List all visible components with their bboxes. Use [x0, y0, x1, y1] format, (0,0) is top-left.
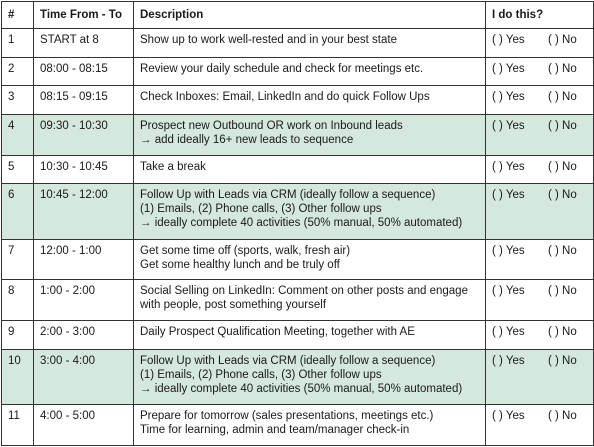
- no-option[interactable]: ( ) No: [548, 244, 577, 257]
- row-number: 9: [2, 321, 34, 350]
- row-description: [134, 321, 486, 350]
- description-line: Show up to work well-rested and in your best state: [140, 34, 397, 46]
- row-description: [134, 86, 486, 115]
- table-row: [2, 114, 594, 155]
- description-line: (1) Emails, (2) Phone calls, (3) Other follow ups: [140, 368, 382, 381]
- yes-option[interactable]: ( ) Yes: [492, 91, 525, 104]
- description-line: Prepare for tomorrow (sales presentations, meetings etc.): [140, 410, 434, 423]
- description-line: Social Selling on LinkedIn: Comment on other posts and engage: [140, 285, 468, 298]
- row-number: 2: [2, 57, 34, 86]
- row-description: [134, 405, 486, 446]
- row-time: 2:00 - 3:00: [34, 321, 134, 350]
- description-line: Follow Up with Leads via CRM (ideally follow a sequence): [140, 189, 436, 202]
- no-option[interactable]: ( ) No: [548, 62, 577, 75]
- row-time: 12:00 - 1:00: [34, 239, 134, 280]
- header-time: Time From - To: [34, 2, 134, 29]
- no-option[interactable]: ( ) No: [548, 410, 577, 423]
- yes-option[interactable]: ( ) Yes: [492, 160, 525, 173]
- table-header-row: [2, 2, 594, 29]
- row-number: 10: [2, 349, 34, 404]
- table-row: [2, 321, 594, 350]
- row-description: [134, 349, 486, 404]
- yes-option[interactable]: ( ) Yes: [492, 119, 525, 132]
- table-row: [2, 57, 594, 86]
- yes-option[interactable]: ( ) Yes: [492, 62, 525, 75]
- row-description: [134, 155, 486, 184]
- daily-schedule-table: [1, 1, 594, 446]
- row-choice: [486, 184, 594, 239]
- no-option[interactable]: ( ) No: [548, 160, 577, 173]
- description-line: Follow Up with Leads via CRM (ideally follow a sequence): [140, 354, 436, 367]
- row-choice: [486, 349, 594, 404]
- table-row: [2, 405, 594, 446]
- row-number: 7: [2, 239, 34, 280]
- row-time: 08:15 - 09:15: [34, 86, 134, 115]
- row-time: 08:00 - 08:15: [34, 57, 134, 86]
- no-option[interactable]: ( ) No: [548, 91, 577, 104]
- row-number: 1: [2, 29, 34, 58]
- header-description: Description: [134, 2, 486, 29]
- table-row: [2, 280, 594, 321]
- row-time: 4:00 - 5:00: [34, 405, 134, 446]
- row-choice: [486, 239, 594, 280]
- row-choice: [486, 405, 594, 446]
- no-option[interactable]: ( ) No: [548, 326, 577, 339]
- row-number: 6: [2, 184, 34, 239]
- row-description: [134, 57, 486, 86]
- no-option[interactable]: ( ) No: [548, 354, 577, 367]
- description-line: Time for learning, admin and team/manager check-in: [140, 424, 410, 437]
- yes-option[interactable]: ( ) Yes: [492, 410, 525, 423]
- row-description: [134, 114, 486, 155]
- row-description: [134, 184, 486, 239]
- yes-option[interactable]: ( ) Yes: [492, 326, 525, 339]
- description-line: with people, post something yourself: [140, 299, 327, 312]
- table-row: [2, 184, 594, 239]
- row-number: 5: [2, 155, 34, 184]
- description-line: Get some time off (sports, walk, fresh air): [140, 244, 351, 257]
- table-row: [2, 155, 594, 184]
- no-option[interactable]: ( ) No: [548, 34, 577, 46]
- yes-option[interactable]: ( ) Yes: [492, 189, 525, 202]
- description-line: → add ideally 16+ new leads to sequence: [140, 133, 354, 146]
- no-option[interactable]: ( ) No: [548, 119, 577, 132]
- yes-option[interactable]: ( ) Yes: [492, 34, 525, 46]
- yes-option[interactable]: ( ) Yes: [492, 354, 525, 367]
- row-choice: [486, 29, 594, 58]
- row-choice: [486, 114, 594, 155]
- header-number: #: [2, 2, 34, 29]
- description-line: Prospect new Outbound OR work on Inbound leads: [140, 119, 403, 132]
- row-time: 10:30 - 10:45: [34, 155, 134, 184]
- description-line: Check Inboxes: Email, LinkedIn and do quick Follow Ups: [140, 91, 430, 104]
- no-option[interactable]: ( ) No: [548, 285, 577, 298]
- row-number: 4: [2, 114, 34, 155]
- row-choice: [486, 57, 594, 86]
- row-choice: [486, 280, 594, 321]
- description-line: → ideally complete 40 activities (50% manual, 50% automated): [140, 382, 463, 395]
- row-description: [134, 239, 486, 280]
- row-number: 11: [2, 405, 34, 446]
- row-time: 10:45 - 12:00: [34, 184, 134, 239]
- description-line: Review your daily schedule and check for meetings etc.: [140, 62, 424, 75]
- description-line: Daily Prospect Qualification Meeting, together with AE: [140, 326, 415, 339]
- row-description: [134, 280, 486, 321]
- table-row: [2, 29, 594, 58]
- row-choice: [486, 86, 594, 115]
- row-time: 3:00 - 4:00: [34, 349, 134, 404]
- row-number: 8: [2, 280, 34, 321]
- description-line: Take a break: [140, 160, 206, 173]
- table-row: [2, 239, 594, 280]
- table-row: [2, 86, 594, 115]
- no-option[interactable]: ( ) No: [548, 189, 577, 202]
- row-time: START at 8: [34, 29, 134, 58]
- description-line: Get some healthy lunch and be truly off: [140, 258, 340, 271]
- yes-option[interactable]: ( ) Yes: [492, 285, 525, 298]
- row-choice: [486, 155, 594, 184]
- header-i-do-this: I do this?: [486, 2, 594, 29]
- row-choice: [486, 321, 594, 350]
- description-line: (1) Emails, (2) Phone calls, (3) Other follow ups: [140, 203, 382, 216]
- description-line: → ideally complete 40 activities (50% manual, 50% automated): [140, 217, 463, 230]
- row-time: 1:00 - 2:00: [34, 280, 134, 321]
- table-row: [2, 349, 594, 404]
- row-time: 09:30 - 10:30: [34, 114, 134, 155]
- yes-option[interactable]: ( ) Yes: [492, 244, 525, 257]
- row-number: 3: [2, 86, 34, 115]
- row-description: [134, 29, 486, 58]
